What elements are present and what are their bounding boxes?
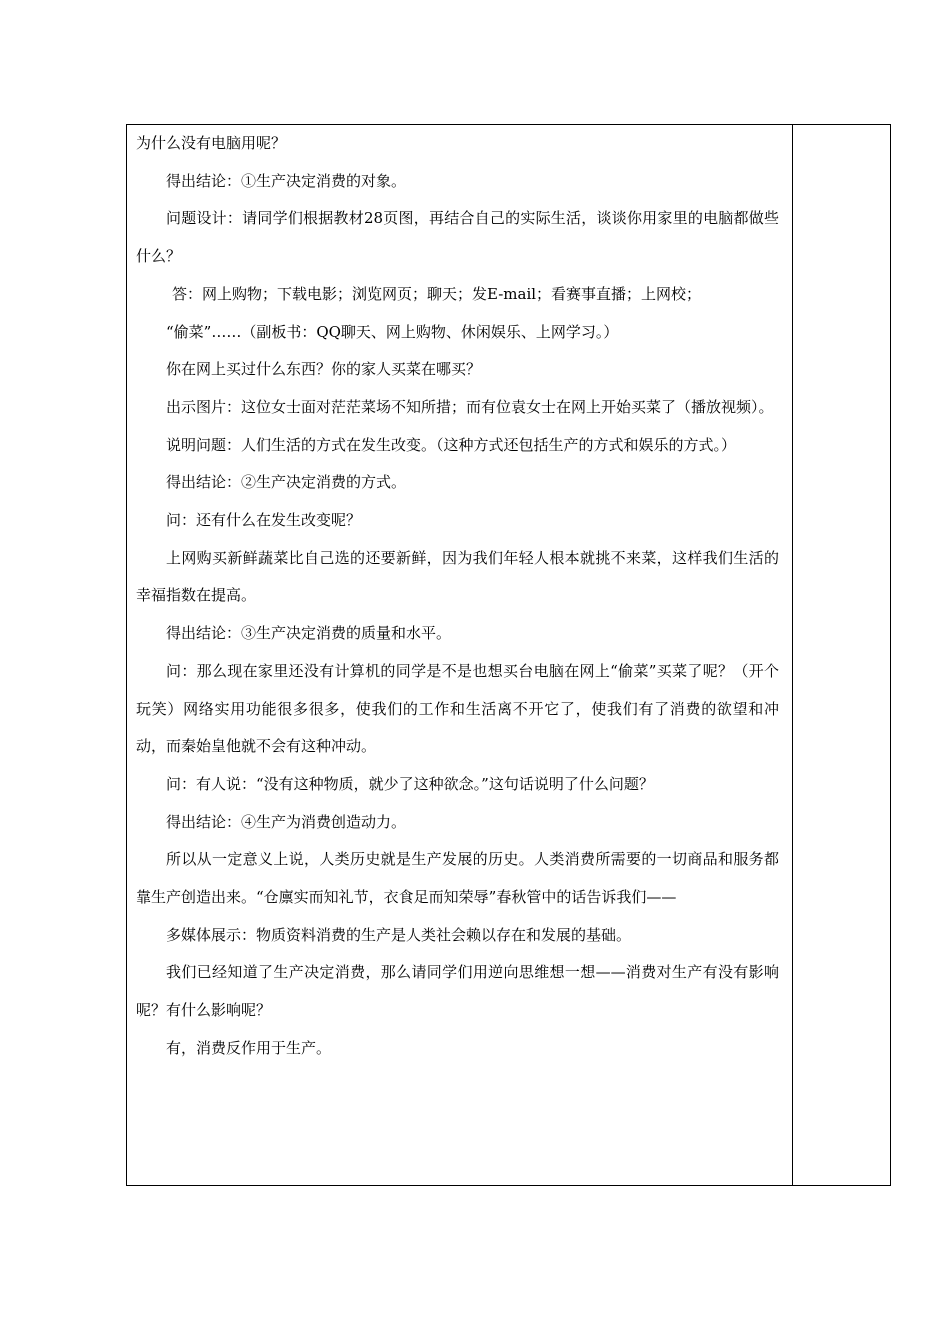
paragraph: 你在网上买过什么东西？你的家人买菜在哪买？ (166, 360, 482, 379)
paragraph: 多媒体展示：物质资料消费的生产是人类社会赖以存在和发展的基础。 (166, 925, 632, 944)
paragraph: 得出结论：③生产决定消费的质量和水平。 (166, 624, 452, 643)
paragraph: 问题设计：请同学们根据教材28页图，再结合自己的实际生活，谈谈你用家里的电脑都做些什么？ (136, 209, 779, 266)
paragraph: 所以从一定意义上说，人类历史就是生产发展的历史。人类消费所需要的一切商品和服务都靠生产创造出来。“仓廪实而知礼节，衣食足而知荣辱”春秋管中的话告诉我们—— (136, 850, 779, 907)
paragraph: 问：还有什么在发生改变呢？ (166, 511, 362, 530)
paragraph: 上网购买新鲜蔬菜比自己选的还要新鲜，因为我们年轻人根本就挑不来菜，这样我们生活的幸福指数在提高。 (136, 548, 779, 605)
column-divider (792, 125, 793, 1185)
paragraph: 问：有人说：“没有这种物质，就少了这种欲念。”这句话说明了什么问题？ (166, 774, 654, 793)
lesson-table (126, 124, 891, 1186)
paragraph: 有，消费反作用于生产。 (166, 1038, 332, 1057)
paragraph: 我们已经知道了生产决定消费，那么请同学们用逆向思维想一想——消费对生产有没有影响呢？有什么影响呢？ (136, 963, 779, 1020)
paragraph: 得出结论：②生产决定消费的方式。 (166, 473, 407, 492)
paragraph: 出示图片：这位女士面对茫茫菜场不知所措；而有位袁女士在网上开始买菜了（播放视频）。 (166, 397, 774, 416)
paragraph: 说明问题：人们生活的方式在发生改变。（这种方式还包括生产的方式和娱乐的方式。） (166, 435, 737, 454)
paragraph: 为什么没有电脑用呢？ (136, 134, 287, 152)
paragraph: 得出结论：①生产决定消费的对象。 (166, 171, 407, 190)
paragraph: 答：网上购物；下载电影；浏览网页；聊天；发E-mail；看赛事直播；上网校； (172, 284, 702, 303)
paragraph: “偷菜”……（副板书：QQ聊天、网上购物、休闲娱乐、上网学习。） (166, 322, 619, 341)
paragraph: 得出结论：④生产为消费创造动力。 (166, 812, 407, 831)
main-cell (136, 125, 779, 1068)
paragraph: 问：那么现在家里还没有计算机的同学是不是也想买台电脑在网上“偷菜”买菜了呢？（开个玩笑）网络实用功能很多很多，使我们的工作和生活离不开它了，使我们有了消费的欲望和冲动，而秦始皇他就不会有这种冲动。 (136, 661, 779, 756)
